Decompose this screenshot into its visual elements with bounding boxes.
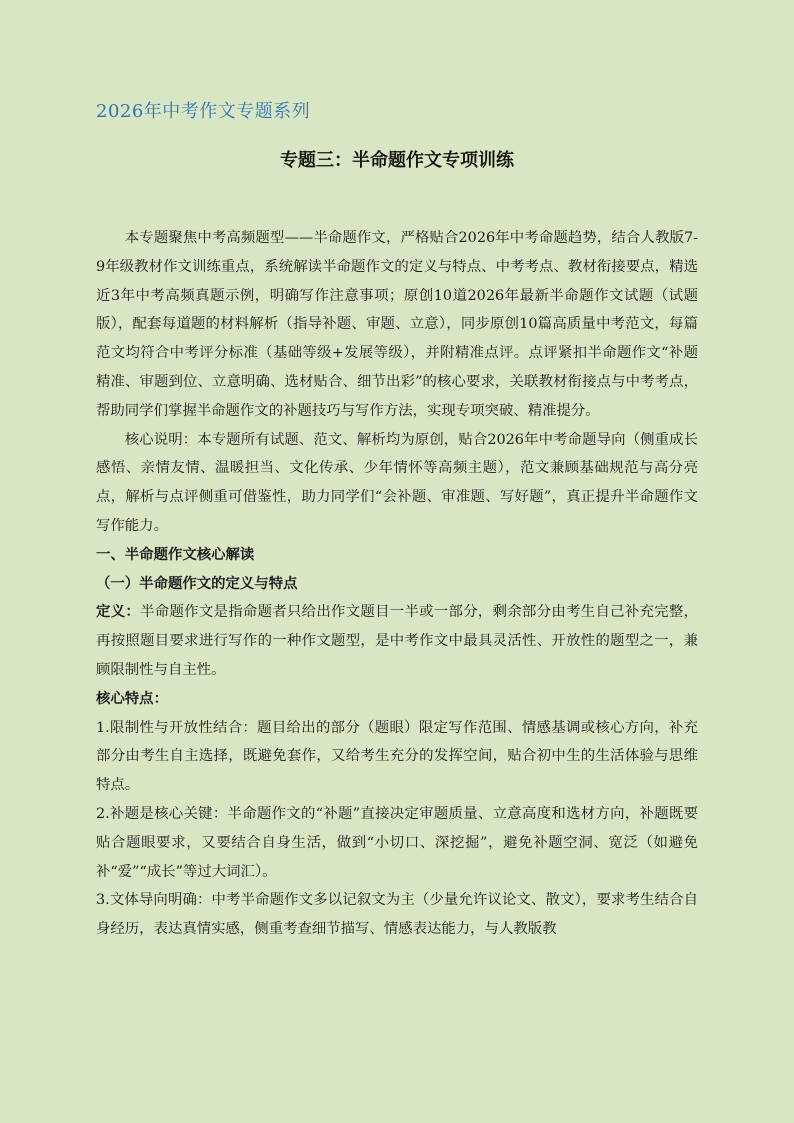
feature-item: 3.文体导向明确：中考半命题作文多以记叙文为主（少量允许议论文、散文），要求考生结合自身经历，表达真情实感，侧重考查细节描写、情感表达能力，与人教版教 [96,892,698,938]
document-body [96,224,698,944]
topic-title: 专题三：半命题作文专项训练 [280,150,514,171]
definition-text: 半命题作文是指命题者只给出作文题目一半或一部分，剩余部分由考生自己补充完整，再按照题目要求进行写作的一种作文题型，是中考作文中最具灵活性、开放性的题型之一，兼顾限制性与自主性。 [96,604,698,678]
features-heading: 核心特点： [96,689,168,707]
section-heading: 一、半命题作文核心解读 [96,545,255,563]
subsection-heading: （一）半命题作文的定义与特点 [96,574,298,592]
core-note-paragraph: 核心说明：本专题所有试题、范文、解析均为原创，贴合2026年中考命题导向（侧重成长感悟、亲情友情、温暖担当、文化传承、少年情怀等高频主题），范文兼顾基础规范与高分亮点，解析与点评侧重可借鉴性，助力同学们“会补题、审准题、写好题”，真正提升半命题作文写作能力。 [96,431,698,534]
feature-item: 1.限制性与开放性结合：题目给出的部分（题眼）限定写作范围、情感基调或核心方向，补充部分由考生自主选择，既避免套作，又给考生充分的发挥空间，贴合初中生的生活体验与思维特点。 [96,719,698,794]
definition-paragraph [96,598,698,684]
feature-item: 2.补题是核心关键：半命题作文的“补题”直接决定审题质量、立意高度和选材方向，补题既要贴合题眼要求，又要结合自身生活，做到“小切口、深挖掘”，避免补题空洞、宽泛（如避免补“爱”“成长”等过大词汇）。 [96,805,698,880]
definition-label: 定义： [96,603,141,621]
intro-paragraph: 本专题聚焦中考高频题型——半命题作文，严格贴合2026年中考命题趋势，结合人教版7-9年级教材作文训练重点，系统解读半命题作文的定义与特点、中考考点、教材衔接要点，精选近3年中考高频真题示例，明确写作注意事项；原创10道2026年最新半命题作文试题（试题版），配套每道题的材料解析（指导补题、审题、立意），同步原创10篇高质量中考范文，每篇范文均符合中考评分标准（基础等级+发展等级），并附精准点评。点评紧扣半命题作文“补题精准、审题到位、立意明确、选材贴合、细节出彩”的核心要求，关联教材衔接点与中考考点，帮助同学们掌握半命题作文的补题技巧与写作方法，实现专项突破、精准提分。 [96,230,698,419]
series-title: 2026年中考作文专题系列 [96,101,311,122]
